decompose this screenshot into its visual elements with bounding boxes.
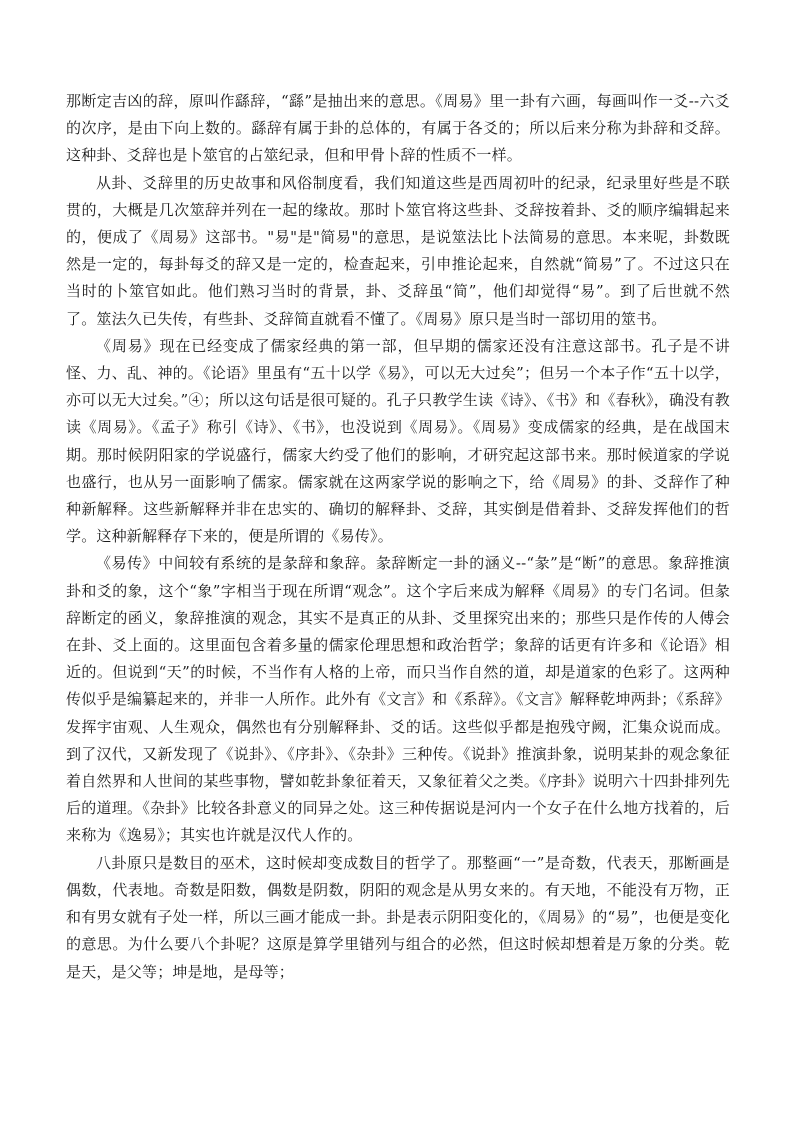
document-page xyxy=(66,88,730,986)
paragraph-1: 那断定吉凶的辞，原叫作繇辞，“繇”是抽出来的意思。《周易》里一卦有六画，每画叫作一爻--六爻的次序，是由下向上数的。繇辞有属于卦的总体的，有属于各爻的；所以后来分称为卦辞和爻辞。这种卦、爻辞也是卜筮官的占筮纪录，但和甲骨卜辞的性质不一样。 xyxy=(66,92,730,165)
paragraph-5: 八卦原只是数目的巫术，这时候却变成数目的哲学了。那整画“一”是奇数，代表天，那断画是偶数，代表地。奇数是阳数，偶数是阴数，阴阳的观念是从男女来的。有天地，不能没有万物，正和有男女就有子处一样，所以三画才能成一卦。卦是表示阴阳变化的，《周易》的“易”，也便是变化的意思。为什么要八个卦呢？这原是算学里错列与组合的必然，但这时候却想着是万象的分类。乾是天，是父等；坤是地，是母等； xyxy=(66,853,730,981)
paragraph-2: 从卦、爻辞里的历史故事和风俗制度看，我们知道这些是西周初叶的纪录，纪录里好些是不联贯的，大概是几次筮辞并列在一起的缘故。那时卜筮官将这些卦、爻辞按着卦、爻的顺序编辑起来的，便成了《周易》这部书。"易"是"简易"的意思，是说筮法比卜法简易的意思。本来呢，卦数既然是一定的，每卦每爻的辞又是一定的，检查起来，引申推论起来，自然就“简易”了。不过这只在当时的卜筮官如此。他们熟习当时的背景，卦、爻辞虽“简”，他们却觉得“易”。到了后世就不然了。筮法久已失传，有些卦、爻辞简直就看不懂了。《周易》原只是当时一部切用的筮书。 xyxy=(66,173,730,328)
paragraph-3: 《周易》现在已经变成了儒家经典的第一部，但早期的儒家还没有注意这部书。孔子是不讲怪、力、乱、神的。《论语》里虽有“五十以学《易》，可以无大过矣”；但另一个本子作“五十以学，亦可以无大过矣。”④；所以这句话是很可疑的。孔子只教学生读《诗》、《书》和《春秋》，确没有教读《周易》。《孟子》称引《诗》、《书》，也没说到《周易》。《周易》变成儒家的经典，是在战国末期。那时候阴阳家的学说盛行，儒家大约受了他们的影响，才研究起这部书来。那时候道家的学说也盛行，也从另一面影响了儒家。儒家就在这两家学说的影响之下，给《周易》的卦、爻辞作了种种新解释。这些新解释并非在忠实的、确切的解释卦、爻辞，其实倒是借着卦、爻辞发挥他们的哲学。这种新解释存下来的，便是所谓的《易传》。 xyxy=(66,336,730,546)
paragraph-4: 《易传》中间较有系统的是彖辞和象辞。彖辞断定一卦的涵义--“彖”是“断”的意思。象辞推演卦和爻的象，这个“象”字相当于现在所谓“观念”。这个字后来成为解释《周易》的专门名词。但彖辞断定的函义，象辞推演的观念，其实不是真正的从卦、爻里探究出来的；那些只是作传的人傅会在卦、爻上面的。这里面包含着多量的儒家伦理思想和政治哲学；象辞的话更有许多和《论语》相近的。但说到“天”的时候，不当作有人格的上帝，而只当作自然的道，却是道家的色彩了。这两种传似乎是编纂起来的，并非一人所作。此外有《文言》和《系辞》。《文言》解释乾坤两卦；《系辞》发挥宇宙观、人生观众，偶然也有分别解释卦、爻的话。这些似乎都是抱残守阙，汇集众说而成。到了汉代，又新发现了《说卦》、《序卦》、《杂卦》三种传。《说卦》推演卦象，说明某卦的观念象征着自然界和人世间的某些事物，譬如乾卦象征着天，又象征着父之类。《序卦》说明六十四卦排列先后的道理。《杂卦》比较各卦意义的同异之处。这三种传据说是河内一个女子在什么地方找着的，后来称为《逸易》；其实也许就是汉代人作的。 xyxy=(66,554,730,845)
